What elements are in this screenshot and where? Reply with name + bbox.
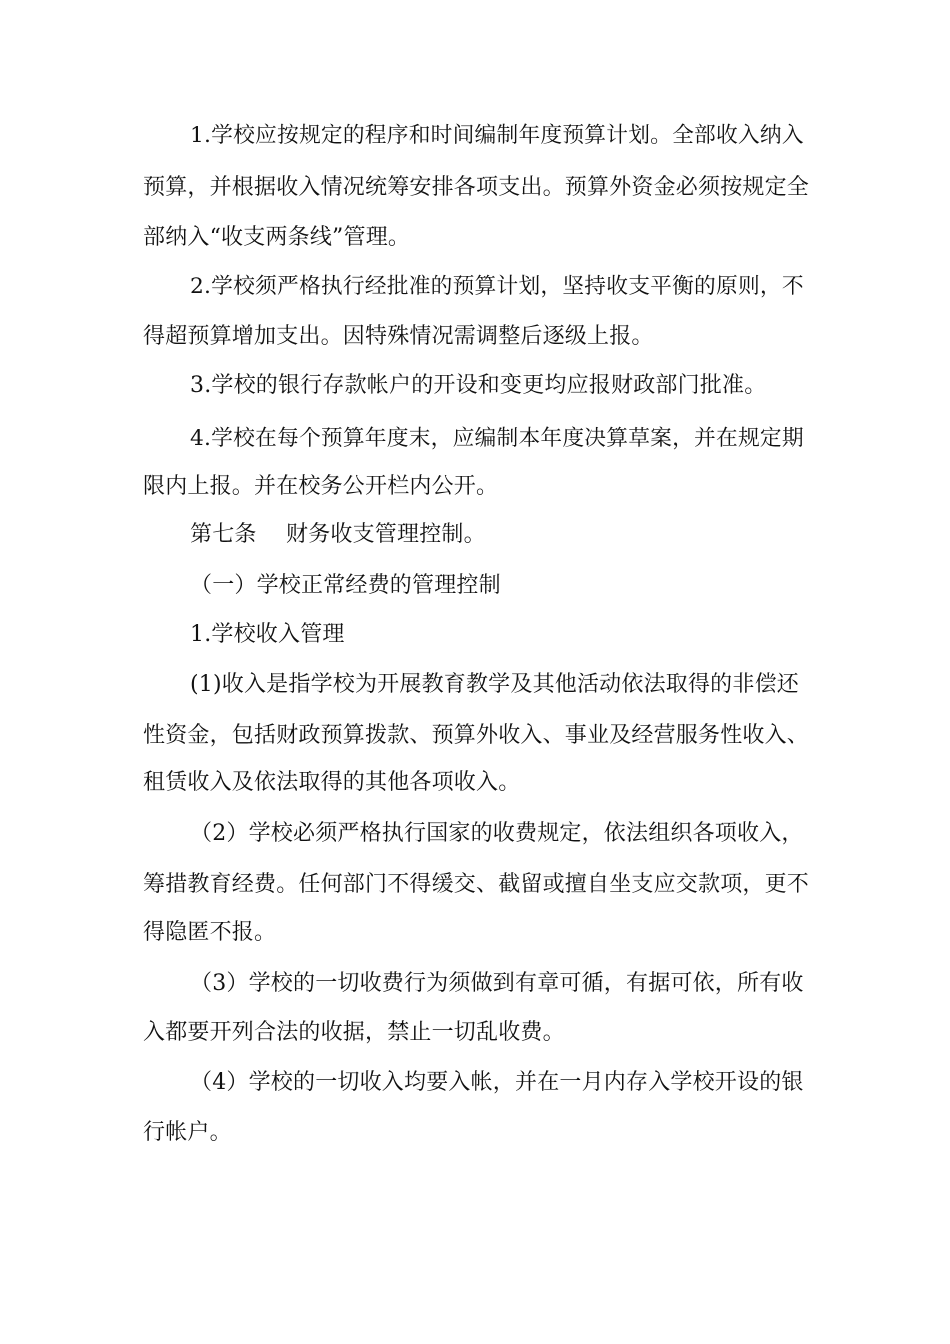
section-one-heading: （一）学校正常经费的管理控制 (190, 573, 501, 598)
item2-line2: 筹措教育经费。任何部门不得缓交、截留或擅自坐支应交款项，更不 (143, 872, 810, 897)
para2-line1: 2.学校须严格执行经批准的预算计划，坚持收支平衡的原则，不 (190, 274, 804, 299)
item1-line2: 性资金，包括财政预算拨款、预算外收入、事业及经营服务性收入、 (143, 723, 810, 748)
para4-line2: 限内上报。并在校务公开栏内公开。 (143, 474, 499, 499)
para1-line2: 预算，并根据收入情况统筹安排各项支出。预算外资金必须按规定全 (143, 175, 810, 200)
item1-line3: 租赁收入及依法取得的其他各项收入。 (143, 770, 521, 795)
para1-line3: 部纳入“收支两条线”管理。 (143, 225, 411, 250)
article-seven-heading: 第七条 财务收支管理控制。 (190, 522, 486, 547)
item4-line1: （4）学校的一切收入均要入帐，并在一月内存入学校开设的银 (190, 1070, 804, 1095)
item1-line1: (1)收入是指学校为开展教育教学及其他活动依法取得的非偿还 (190, 672, 799, 697)
item2-line1: （2）学校必须严格执行国家的收费规定，依法组织各项收入， (190, 821, 804, 846)
para3-line1: 3.学校的银行存款帐户的开设和变更均应报财政部门批准。 (190, 373, 767, 398)
subsection-income-heading: 1.学校收入管理 (190, 622, 345, 647)
item3-line1: （3）学校的一切收费行为须做到有章可循，有据可依，所有收 (190, 971, 804, 996)
para4-line1: 4.学校在每个预算年度末，应编制本年度决算草案，并在规定期 (190, 426, 804, 451)
item3-line2: 入都要开列合法的收据，禁止一切乱收费。 (143, 1020, 565, 1045)
item2-line3: 得隐匿不报。 (143, 920, 277, 945)
para1-line1: 1.学校应按规定的程序和时间编制年度预算计划。全部收入纳入 (190, 123, 804, 148)
item4-line2: 行帐户。 (143, 1120, 232, 1145)
para2-line2: 得超预算增加支出。因特殊情况需调整后逐级上报。 (143, 324, 654, 349)
